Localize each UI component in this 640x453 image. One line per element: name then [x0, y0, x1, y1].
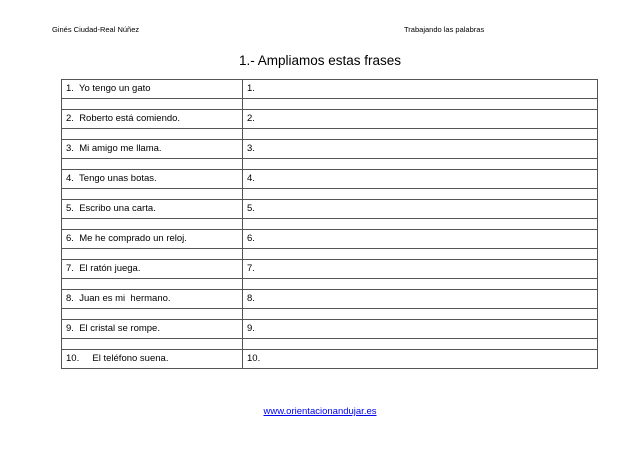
sentence-cell: 4. Tengo unas botas.: [62, 170, 243, 189]
spacer-cell[interactable]: [243, 189, 598, 200]
answer-cell[interactable]: 5.: [243, 200, 598, 219]
answer-cell[interactable]: 3.: [243, 140, 598, 159]
spacer-cell[interactable]: [243, 159, 598, 170]
spacer-row: [62, 189, 598, 200]
spacer-cell[interactable]: [243, 309, 598, 320]
exercise-table-body: [62, 80, 598, 369]
spacer-row: [62, 279, 598, 290]
table-row: [62, 200, 598, 219]
sentence-cell: 9. El cristal se rompe.: [62, 320, 243, 339]
answer-cell[interactable]: 7.: [243, 260, 598, 279]
footer-website-link[interactable]: www.orientacionandujar.es: [263, 406, 377, 417]
header-subject: Trabajando las palabras: [404, 25, 485, 34]
table-row: [62, 170, 598, 189]
table-row: [62, 320, 598, 339]
spacer-cell: [62, 339, 243, 350]
spacer-row: [62, 159, 598, 170]
spacer-row: [62, 99, 598, 110]
sentence-cell: 1. Yo tengo un gato: [62, 80, 243, 99]
spacer-cell: [62, 159, 243, 170]
answer-cell[interactable]: 1.: [243, 80, 598, 99]
spacer-cell[interactable]: [243, 279, 598, 290]
sentence-cell: 8. Juan es mi hermano.: [62, 290, 243, 309]
table-row: [62, 110, 598, 129]
exercise-table: [61, 79, 598, 369]
spacer-cell[interactable]: [243, 99, 598, 110]
spacer-cell: [62, 279, 243, 290]
sentence-cell: 10. El teléfono suena.: [62, 350, 243, 369]
table-row: [62, 140, 598, 159]
spacer-cell[interactable]: [243, 129, 598, 140]
sentence-cell: 3. Mi amigo me llama.: [62, 140, 243, 159]
spacer-cell: [62, 99, 243, 110]
spacer-cell: [62, 309, 243, 320]
table-row: [62, 230, 598, 249]
table-row: [62, 350, 598, 369]
spacer-row: [62, 339, 598, 350]
sentence-cell: 6. Me he comprado un reloj.: [62, 230, 243, 249]
exercise-title: 1.- Ampliamos estas frases: [238, 53, 402, 68]
sentence-cell: 5. Escribo una carta.: [62, 200, 243, 219]
answer-cell[interactable]: 4.: [243, 170, 598, 189]
answer-cell[interactable]: 8.: [243, 290, 598, 309]
spacer-cell[interactable]: [243, 249, 598, 260]
spacer-cell[interactable]: [243, 339, 598, 350]
spacer-row: [62, 309, 598, 320]
spacer-row: [62, 129, 598, 140]
spacer-row: [62, 249, 598, 260]
answer-cell[interactable]: 9.: [243, 320, 598, 339]
sentence-cell: 2. Roberto está comiendo.: [62, 110, 243, 129]
table-row: [62, 290, 598, 309]
spacer-cell: [62, 129, 243, 140]
spacer-cell: [62, 189, 243, 200]
spacer-cell: [62, 219, 243, 230]
header-author: Ginés Ciudad-Real Núñez: [52, 25, 140, 34]
answer-cell[interactable]: 2.: [243, 110, 598, 129]
table-row: [62, 80, 598, 99]
answer-cell[interactable]: 6.: [243, 230, 598, 249]
spacer-cell: [62, 249, 243, 260]
sentence-cell: 7. El ratón juega.: [62, 260, 243, 279]
spacer-row: [62, 219, 598, 230]
table-row: [62, 260, 598, 279]
answer-cell[interactable]: 10.: [243, 350, 598, 369]
spacer-cell[interactable]: [243, 219, 598, 230]
